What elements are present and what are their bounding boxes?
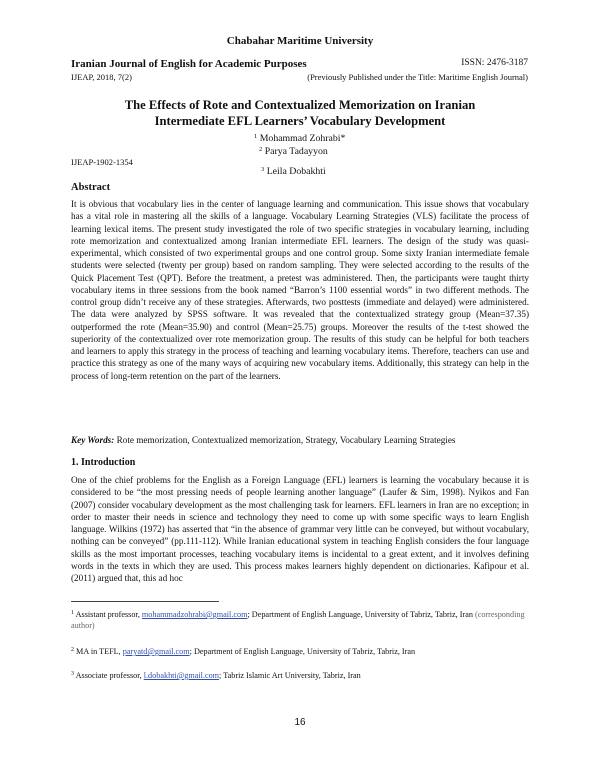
- issn: ISSN: 2476-3187: [461, 58, 528, 68]
- article-title: [60, 97, 540, 129]
- keywords-label: Key Words:: [71, 435, 115, 445]
- previous-title: (Previously Published under the Title: Maritime English Journal): [307, 72, 528, 82]
- footnote-1-email-link[interactable]: mohammadzohrabi@gmail.com: [141, 610, 248, 619]
- footnote-3: [71, 669, 531, 681]
- footnote-1: [71, 608, 531, 631]
- abstract-text: It is obvious that vocabulary lies in the center of language learning and communication. This issue shows that vocabulary has a vital role in mastering all the skills of a language. Vocabulary Learning Strategies (VLS) facilitate the process of learning lexical items. The present study investigated the role of two specific strategies in vocabulary learning, including rote memorization and contextualized among Iranian intermediate EFL learners. The design of the study was quasi-experimental, which consisted of two experimental groups and one control group. Some sixty Iranian intermediate female students were selected (twenty per group) based on random sampling. They were selected according to the results of the Quick Placement Test (QPT). Before the treatment, a pretest was administered. Then, the participants were taught thirty vocabulary items in three sessions from the book named “Barron’s 1100 essential words” in two different methods. The control group didn’t receive any of these strategies. Afterwards, two posttests (immediate and delayed) were administered. The data were analyzed by SPSS software. It was revealed that the contextualized strategy group (Mean=37.35) outperformed the rote (Mean=35.90) and control (Mean=25.75) groups. Moreover the results of the t-test showed the superiority of the contextualized over rote memorization group. The results of this study can be helpful for both teachers and learners to apply this strategy in the process of teaching and learning vocabulary items. Therefore, teachers can use and practice this strategy as one of the many ways of acquiring new vocabulary items. Additionally, this strategy can help in the process of long-term retention on the part of the learners.: [71, 199, 529, 381]
- footnote-divider: [71, 601, 219, 602]
- volume-info: IJEAP, 2018, 7(2): [71, 72, 132, 82]
- footnote-3-affiliation: ; Tabriz Islamic Art University, Tabriz, Iran: [219, 671, 361, 680]
- introduction-text: One of the chief problems for the English as a Foreign Language (EFL) learners is learning the vocabulary because it is considered to be “the most pressing needs of people learning another language” (Laufer & Sim, 1998). Nyikos and Fan (2007) consider vocabulary development as the most challenging task for learners. EFL learners in Iran are no exception; in order to master their needs in science and technology they need to come up with some specific ways to learn English language. Wilkins (1972) has asserted that “in the absence of grammar very little can be conveyed, but without vocabulary, nothing can be conveyed” (pp.111-112). While Iranian educational system in teaching English considers the four language skills as the most important processes, teaching vocabulary items is incidental to a great extent, and it involves defining words in the texts in which they are used. This process makes learners highly dependent on dictionaries. Kafipour et al. (2011) argued that, this ad hoc: [71, 475, 529, 583]
- abstract-heading: Abstract: [71, 182, 111, 193]
- author-3-name: Leila Dobakhti: [266, 166, 326, 177]
- footnote-3-email-link[interactable]: l.dobakhti@gmail.com: [143, 671, 220, 680]
- keywords-text: Rote memorization, Contextualized memorization, Strategy, Vocabulary Learning Strategies: [116, 435, 456, 445]
- journal-name: Iranian Journal of English for Academic Purposes: [71, 58, 307, 70]
- title-line-1: The Effects of Rote and Contextualized Memorization on Iranian: [124, 98, 476, 112]
- footnote-1-role: Assistant professor,: [75, 610, 140, 619]
- author-1-affiliation: 1: [254, 133, 258, 140]
- title-line-2: Intermediate EFL Learners’ Vocabulary Development: [154, 114, 446, 128]
- footnote-2-affiliation: ; Department of English Language, University of Tabriz, Tabriz, Iran: [189, 647, 416, 656]
- footnote-2-number: 2: [71, 647, 74, 653]
- footnote-2-role: MA in TEFL,: [76, 647, 121, 656]
- author-1-name: Mohammad Zohrabi*: [259, 133, 346, 144]
- footnote-2-email-link[interactable]: paryatd@gmail.com: [122, 647, 190, 656]
- footnote-3-number: 3: [71, 671, 74, 677]
- author-2: [259, 146, 328, 157]
- page-number: 16: [294, 717, 306, 728]
- footnote-3-role: Associate professor,: [75, 671, 142, 680]
- author-1: [254, 133, 345, 144]
- author-3: [261, 166, 326, 177]
- article-code: IJEAP-1902-1354: [71, 157, 133, 167]
- author-2-affiliation: 2: [259, 146, 263, 153]
- footnote-1-affiliation: ; Department of English Language, University of Tabriz, Tabriz, Iran: [247, 610, 473, 619]
- footnote-1-number: 1: [71, 610, 74, 616]
- keywords: [71, 435, 541, 445]
- footnote-2: [71, 645, 531, 657]
- introduction-heading: 1. Introduction: [71, 457, 136, 468]
- university-name: Chabahar Maritime University: [226, 35, 374, 47]
- author-2-name: Parya Tadayyon: [264, 146, 328, 157]
- footnote-1-note: (corresponding author): [71, 610, 525, 630]
- author-3-affiliation: 3: [261, 166, 265, 173]
